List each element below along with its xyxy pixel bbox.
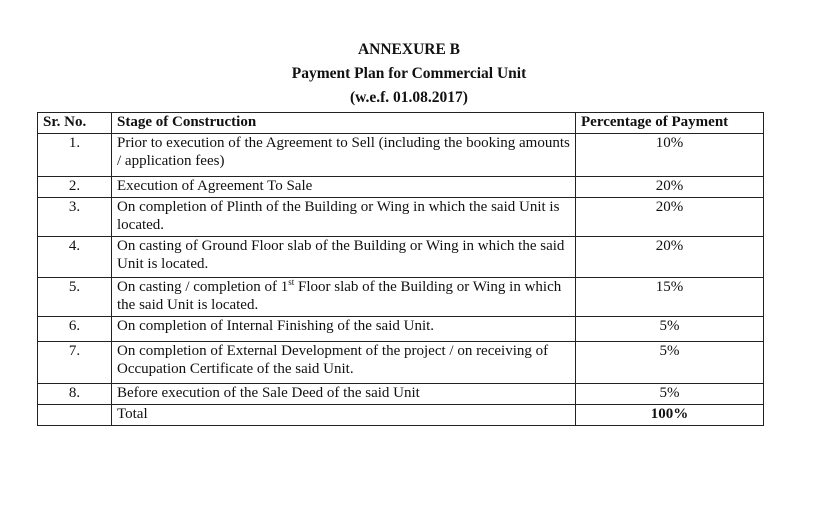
sr-no-cell: 5.: [38, 278, 112, 317]
stage-cell: [112, 278, 576, 317]
stage-cell: On completion of Internal Finishing of the said Unit.: [112, 317, 576, 342]
document-subtitle: Payment Plan for Commercial Unit: [291, 65, 527, 82]
stage-cell: Execution of Agreement To Sale: [112, 177, 576, 198]
sr-no-cell-empty: [38, 405, 112, 426]
annexure-title: ANNEXURE B: [357, 41, 461, 58]
effective-date: (w.e.f. 01.08.2017): [350, 89, 468, 106]
ordinal-superscript: st: [288, 277, 295, 287]
percentage-cell: 20%: [576, 198, 764, 237]
column-header-percentage: Percentage of Payment: [576, 113, 764, 134]
table-header-row: [38, 113, 764, 134]
stage-cell: Prior to execution of the Agreement to Sell (including the booking amounts / application fees): [112, 134, 576, 177]
column-header-stage: Stage of Construction: [112, 113, 576, 134]
table-row: [38, 198, 764, 237]
percentage-cell: 20%: [576, 177, 764, 198]
column-header-sr-no: Sr. No.: [38, 113, 112, 134]
stage-cell: On completion of Plinth of the Building or Wing in which the said Unit is located.: [112, 198, 576, 237]
stage-cell: On completion of External Development of the project / on receiving of Occupation Certificate of the said Unit.: [112, 342, 576, 384]
payment-plan-table: [37, 112, 764, 426]
table-row: [38, 237, 764, 278]
table-row: [38, 384, 764, 405]
total-row: [38, 405, 764, 426]
stage-text-start: On casting / completion of 1: [117, 279, 289, 295]
table-row: [38, 278, 764, 317]
percentage-cell: 10%: [576, 134, 764, 177]
percentage-cell: 5%: [576, 342, 764, 384]
sr-no-cell: 1.: [38, 134, 112, 177]
stage-cell: On casting of Ground Floor slab of the Building or Wing in which the said Unit is located.: [112, 237, 576, 278]
sr-no-cell: 4.: [38, 237, 112, 278]
percentage-cell: 5%: [576, 317, 764, 342]
total-label: Total: [112, 405, 576, 426]
stage-text-end: Floor slab of the Building or Wing in which the said Unit is located.: [117, 279, 562, 313]
sr-no-cell: 6.: [38, 317, 112, 342]
total-percentage: 100%: [576, 405, 764, 426]
sr-no-cell: 2.: [38, 177, 112, 198]
stage-cell: Before execution of the Sale Deed of the said Unit: [112, 384, 576, 405]
sr-no-cell: 8.: [38, 384, 112, 405]
percentage-cell: 15%: [576, 278, 764, 317]
table-row: [38, 342, 764, 384]
percentage-cell: 20%: [576, 237, 764, 278]
percentage-cell: 5%: [576, 384, 764, 405]
sr-no-cell: 7.: [38, 342, 112, 384]
table-row: [38, 134, 764, 177]
sr-no-cell: 3.: [38, 198, 112, 237]
table-row: [38, 317, 764, 342]
table-row: [38, 177, 764, 198]
